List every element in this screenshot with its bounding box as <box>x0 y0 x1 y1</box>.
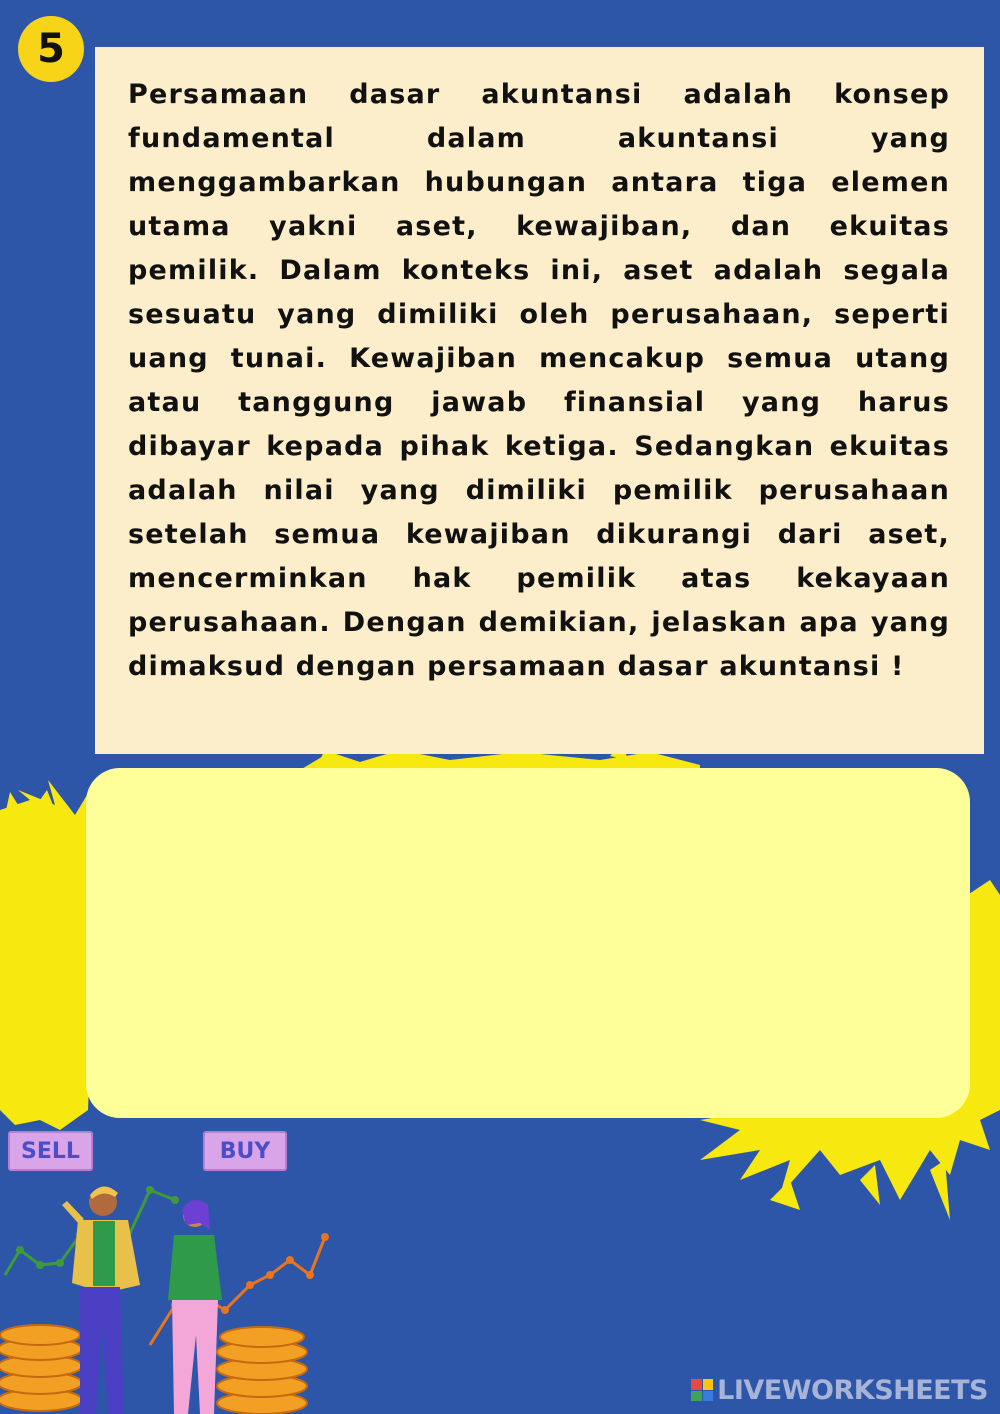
question-number: 5 <box>37 26 65 72</box>
liveworksheets-logo-icon <box>691 1379 713 1401</box>
question-text: Persamaan dasar akuntansi adalah konsep fundamental dalam akuntansi yang menggambarkan hubungan antara tiga elemen utama yakni aset, kewajiban, dan ekuitas pemilik. Dalam konteks ini, aset adalah segala sesuatu yang dimiliki oleh perusahaan, seperti uang tunai. Kewajiban mencakup semua utang atau tanggung jawab finansial yang harus dibayar kepada pihak ketiga. Sedangkan ekuitas adalah nilai yang dimiliki pemilik perusahaan setelah semua kewajiban dikurangi dari aset, mencerminkan hak pemilik atas kekayaan perusahaan. Dengan demikian, jelaskan apa yang dimaksud dengan persamaan dasar akuntansi ! <box>128 79 950 682</box>
question-card <box>95 47 984 754</box>
sell-tag <box>8 1131 93 1171</box>
traders-illustration <box>0 1175 340 1414</box>
liveworksheets-brand <box>691 1372 988 1408</box>
buy-tag <box>203 1131 287 1171</box>
buy-label: BUY <box>219 1138 271 1164</box>
brand-name: LIVEWORKSHEETS <box>717 1374 988 1406</box>
question-number-badge <box>18 16 84 82</box>
answer-input[interactable] <box>86 768 970 1118</box>
sell-label: SELL <box>21 1138 80 1164</box>
